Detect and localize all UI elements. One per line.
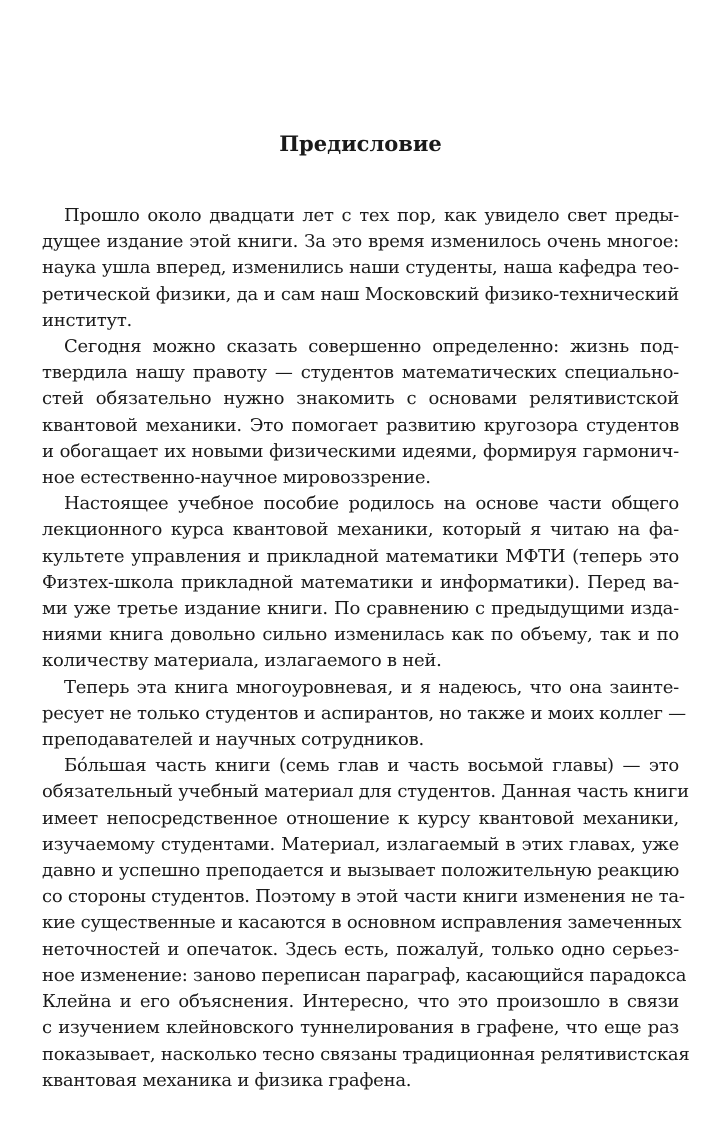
text-line: со стороны студентов. Поэтому в этой части книги изменения не та- xyxy=(42,886,685,908)
text-line: Прошло около двадцати лет с тех пор, как увидело свет преды- xyxy=(64,205,679,226)
text-line: стей обязательно нужно знакомить с основами релятивистской xyxy=(42,388,679,410)
text-line: изучаемому студентами. Материал, излагаемый в этих главах, уже xyxy=(42,833,679,855)
text-line: твердила нашу правоту — студентов математических специально- xyxy=(42,362,679,384)
body-text xyxy=(42,203,690,1094)
text-line: ниями книга довольно сильно изменилась как по объему, так и по xyxy=(42,624,679,646)
text-line: квантовая механика и физика графена. xyxy=(42,1069,412,1091)
text-line: ное изменение: заново переписан параграф, касающийся парадокса xyxy=(42,964,687,986)
paragraph xyxy=(42,491,679,674)
text-line: с изучением клейновского туннелирования в графене, что еще раз xyxy=(42,1017,679,1039)
text-line: лекционного курса квантовой механики, который я читаю на фа- xyxy=(42,519,679,541)
text-line: Теперь эта книга многоуровневая, и я надеюсь, что она заинте- xyxy=(64,676,679,698)
paragraph xyxy=(42,334,679,491)
text-line: кие существенные и касаются в основном исправления замеченных xyxy=(42,912,682,934)
text-line: ное естественно-научное мировоззрение. xyxy=(42,467,431,489)
text-line: культете управления и прикладной математики МФТИ (теперь это xyxy=(42,545,679,567)
text-line: обязательный учебный материал для студентов. Данная часть книги xyxy=(42,781,689,803)
page-title: Предисловие xyxy=(279,131,442,156)
text-line: показывает, насколько тесно связаны традиционная релятивистская xyxy=(42,1043,690,1065)
text-line: Бóльшая часть книги (семь глав и часть восьмой главы) — это xyxy=(64,755,679,777)
paragraph xyxy=(42,203,679,334)
text-line: и обогащает их новыми физическими идеями, формируя гармонич- xyxy=(42,440,679,462)
text-line: Сегодня можно сказать совершенно определенно: жизнь под- xyxy=(64,336,679,358)
text-line: Физтех-школа прикладной математики и информатики). Перед ва- xyxy=(42,571,679,593)
text-line: институт. xyxy=(42,309,133,331)
text-line: давно и успешно преподается и вызывает положительную реакцию xyxy=(42,860,679,882)
text-line: преподавателей и научных сотрудников. xyxy=(42,729,424,751)
text-line: наука ушла вперед, изменились наши студенты, наша кафедра тео- xyxy=(42,257,679,279)
text-line: квантовой механики. Это помогает развитию кругозора студентов xyxy=(42,414,679,436)
text-line: имеет непосредственное отношение к курсу квантовой механики, xyxy=(42,807,679,829)
text-line: неточностей и опечаток. Здесь есть, пожалуй, только одно серьез- xyxy=(42,938,679,960)
text-line: количеству материала, излагаемого в ней. xyxy=(42,650,442,672)
text-line: ретической физики, да и сам наш Московский физико-технический xyxy=(42,283,679,305)
paragraph xyxy=(42,753,690,1094)
text-line: ресует не только студентов и аспирантов, но также и моих коллег — xyxy=(42,702,686,724)
text-line: Настоящее учебное пособие родилось на основе части общего xyxy=(64,493,679,515)
text-line: ми уже третье издание книги. По сравнению с предыдущими изда- xyxy=(42,598,679,620)
text-line: дущее издание этой книги. За это время изменилось очень многое: xyxy=(42,231,679,253)
paragraph xyxy=(42,675,686,754)
text-line: Клейна и его объяснения. Интересно, что это произошло в связи xyxy=(42,991,679,1013)
